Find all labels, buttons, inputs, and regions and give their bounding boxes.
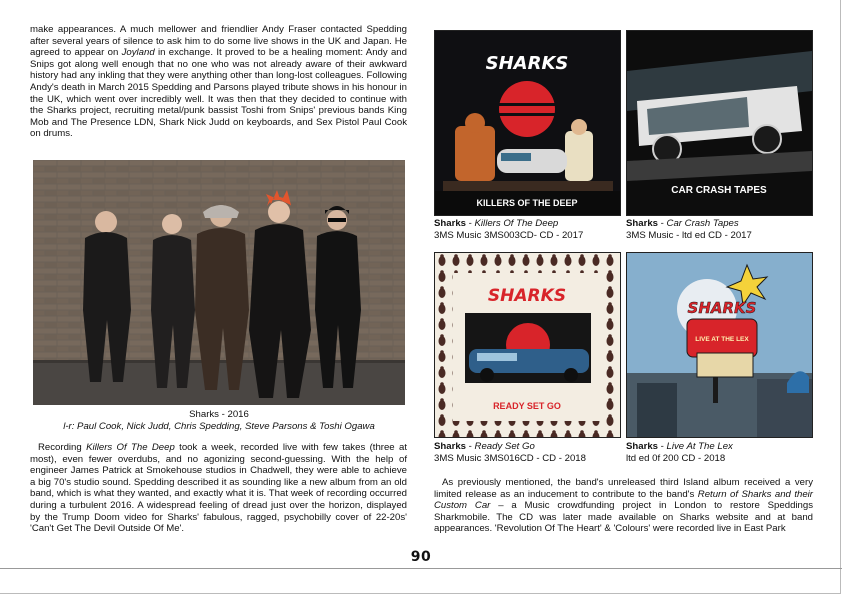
album-title: Killers Of The Deep [474,218,559,229]
album-caption-4 [626,441,733,464]
album-details: 3MS Music 3MS016CD - CD - 2018 [434,452,586,464]
photo-caption-names: l-r: Paul Cook, Nick Judd, Chris Spedding, Steve Parsons & Toshi Ogawa [63,420,375,432]
album-title: Car Crash Tapes [666,218,739,229]
caption-separator: - [658,218,667,229]
album-title: Ready Set Go [474,441,535,452]
cover-logo: SHARKS [487,286,567,306]
cover-text: CAR CRASH TAPES [671,185,767,196]
caption-separator: - [466,441,475,452]
album-caption-3 [434,441,586,464]
album-cover-ready-set-go [434,252,621,438]
page-number: 90 [410,549,432,565]
album-caption-1 [434,218,583,241]
album-details: 3MS Music 3MS003CD- CD - 2017 [434,229,584,241]
artist-name: Sharks [626,441,658,452]
album-reference: Killers Of The Deep [86,442,175,453]
artist-name: Sharks [434,441,466,452]
text-run: make appearances. A much mellower and friendlier Andy Fraser contacted Spedding after several years of silence to ask him to do some live shows in the UK and Japan. He agreed to appear on [30,24,407,59]
paragraph-recording [30,442,407,535]
cover-text: KILLERS OF THE DEEP [476,198,578,208]
cover-logo: SHARKS [687,299,757,317]
paragraph-unreleased-album [434,477,813,535]
text-run: – a Music crowdfunding project in London to restore Speddings Sharkmobile. The CD was later made available on Sharks website and at band appearances. 'Revolution Of The Heart' & 'Colours' were recorded live in East Park [434,500,813,535]
caption-separator: - [466,218,475,229]
caption-separator: - [658,441,667,452]
album-cover-car-crash-tapes [626,30,813,216]
band-photo-illustration [33,160,405,405]
paragraph-intro [30,24,407,140]
text-run: in exchange. It proved to be a healing moment: Andy and Snips got along well enough that no one who was not already aware of their awkward history had any inkling that they were anything other than long-lost colleagues. Following Andy's death in March 2015 Spedding and Parsons played tribute shows in his honour in the UK, which went over incredibly well. It was then that they decided to continue with the Sharks project, recruiting metal/punk bassist Toshi from Snips' previous bands King Mob and The Presence LDN, Shark Nick Judd on keyboards, and Sex Pistol Paul Cook on drums. [30,47,407,140]
cover-text: READY SET GO [493,401,561,411]
album-reference: Joyland [121,47,155,59]
project-reference: Return of Sharks and their Custom Car [434,488,813,512]
album-details: 3MS Music - ltd ed CD - 2017 [626,229,752,241]
artist-name: Sharks [434,218,466,229]
album-cover-killers-of-the-deep [434,30,621,216]
text-run: As previously mentioned, the band's unreleased third Island album received a very limited release as an inducement to contribute to the band's [434,477,813,500]
text-run: Recording [38,442,87,453]
album-caption-2 [626,218,752,241]
album-details: ltd ed 0f 200 CD - 2018 [626,452,726,464]
artist-name: Sharks [626,218,658,229]
album-cover-live-at-the-lex [626,252,813,438]
photo-caption-title: Sharks - 2016 [189,409,249,420]
album-title: Live At The Lex [666,441,733,452]
cover-sign: LIVE AT THE LEX [695,336,749,343]
text-run: took a week, recorded live with few takes (three at most), even fewer overdubs, and no agonizing second-guessing. With the help of engineer James Patrick at Smokehouse studios in Chadwell, they were able to achieve a big 70's studio sound. Spedding described it as sounding like a new album from an old band, which is what they wanted, and exactly what it is. That week of recording occurred during a turbulent 2016. A widespread feeling of dread just over the horizon, displayed by the Trump Doom video for Sharks' fabulous, ragged, psychobilly cover of 22-20s' 'Can't Get The Devil Outside Of Me'. [30,442,407,535]
photo-caption [33,409,405,432]
band-photo [33,160,405,405]
footer-rule [0,568,842,569]
cover-logo: SHARKS [485,53,569,74]
